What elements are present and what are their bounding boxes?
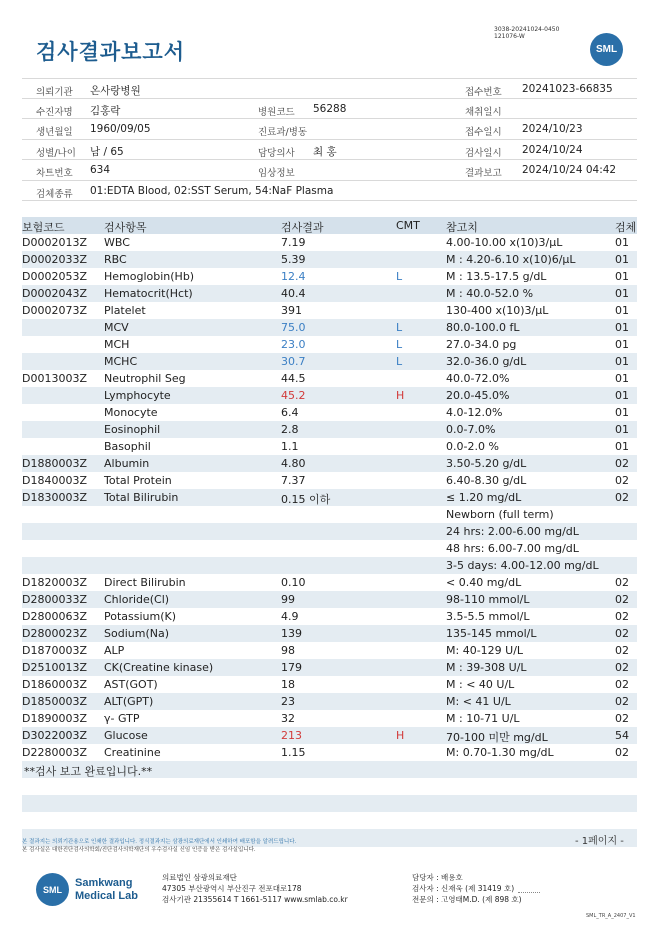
result-ref: 70-100 미만 mg/dL: [446, 730, 548, 744]
result-item: Total Bilirubin: [104, 490, 179, 504]
footer-logo: [36, 873, 138, 906]
result-row: [22, 659, 637, 676]
result-value: 7.37: [281, 473, 306, 487]
result-specimen: 01: [615, 388, 629, 402]
hospital-code-value: 56288: [313, 102, 347, 115]
result-ref: 6.40-8.30 g/dL: [446, 473, 527, 487]
result-flag: H: [396, 388, 405, 402]
results-header: [22, 217, 637, 234]
result-code: D1890003Z: [22, 711, 87, 725]
result-value: 1.15: [281, 745, 306, 759]
result-code: D1830003Z: [22, 490, 87, 504]
header-code: 보험코드: [22, 220, 65, 234]
result-item: Hemoglobin(Hb): [104, 269, 195, 283]
result-item: Direct Bilirubin: [104, 575, 186, 589]
result-item: ALT(GPT): [104, 694, 154, 708]
sex-age-value: 남 / 65: [90, 145, 124, 158]
result-code: D2510013Z: [22, 660, 87, 674]
result-row: [22, 387, 637, 404]
result-value: 391: [281, 303, 302, 317]
result-specimen: 02: [615, 609, 629, 623]
result-specimen: 54: [615, 728, 629, 742]
result-value: 5.39: [281, 252, 306, 266]
result-code: D0002013Z: [22, 235, 87, 249]
result-item: MCV: [104, 320, 129, 334]
result-item: Chloride(Cl): [104, 592, 170, 606]
result-code: D1860003Z: [22, 677, 87, 691]
dept-label: 진료과/병동: [258, 127, 308, 138]
result-row: [22, 302, 637, 319]
result-specimen: 01: [615, 252, 629, 266]
result-flag: L: [396, 354, 403, 368]
result-row: [22, 438, 637, 455]
result-specimen: 02: [615, 626, 629, 640]
result-item: γ- GTP: [104, 711, 140, 725]
result-item: Monocyte: [104, 405, 158, 419]
result-row: [22, 608, 637, 625]
completion-row: [22, 761, 637, 778]
header-cmt: CMT: [396, 218, 420, 232]
result-ref: M : 13.5-17.5 g/dL: [446, 269, 547, 283]
note-line: 본 검사실은 대한진단검사의학회/진단검사의학재단의 우수검사실 신임 인증을 받은 검사실입니다.: [22, 847, 256, 853]
result-specimen: 02: [615, 643, 629, 657]
result-flag: L: [396, 337, 403, 351]
result-ref: 3.5-5.5 mmol/L: [446, 609, 530, 623]
result-ref: M : 10-71 U/L: [446, 711, 520, 725]
result-code: D0002073Z: [22, 303, 87, 317]
result-value: 32: [281, 711, 295, 725]
result-value: 75.0: [281, 320, 306, 334]
reception-no-value: 20241023-66835: [522, 83, 613, 95]
result-specimen: 02: [615, 456, 629, 470]
patient-info-table: [22, 78, 637, 201]
result-code: D2800023Z: [22, 626, 87, 640]
result-code: D1880003Z: [22, 456, 87, 470]
result-specimen: 02: [615, 677, 629, 691]
chart-value: 634: [90, 164, 111, 176]
doctor-value: 최 홍: [313, 145, 337, 158]
result-specimen: 02: [615, 694, 629, 708]
blank-band: [22, 795, 637, 812]
result-row: [22, 744, 637, 761]
result-value: 98: [281, 643, 295, 657]
result-value: 44.5: [281, 371, 306, 385]
reception-no-label: 접수번호: [465, 87, 502, 98]
note-line: 본 결과지는 의뢰기관용으로 인쇄한 결과입니다. 정식결과지는 삼광의료재단에서 인쇄하여 배포함을 알려드립니다.: [22, 839, 297, 845]
result-ref: 135-145 mmol/L: [446, 626, 537, 640]
result-row: [22, 455, 637, 472]
result-code: D0013003Z: [22, 371, 87, 385]
result-row: [22, 404, 637, 421]
institution-value: 온사랑병원: [90, 85, 141, 97]
reception-date-value: 2024/10/23: [522, 123, 583, 135]
result-row: [22, 336, 637, 353]
result-row: [22, 591, 637, 608]
result-specimen: 01: [615, 405, 629, 419]
result-ref: Newborn (full term): [446, 507, 554, 521]
test-date-value: 2024/10/24: [522, 143, 583, 156]
result-row: [22, 710, 637, 727]
result-row: [22, 370, 637, 387]
result-code: D1840003Z: [22, 473, 87, 487]
result-value: 2.8: [281, 422, 299, 436]
result-specimen: 01: [615, 320, 629, 334]
staff-info: [412, 872, 540, 905]
result-row: [22, 540, 637, 557]
result-specimen: 01: [615, 269, 629, 283]
result-code: D0002043Z: [22, 286, 87, 300]
result-code: D1850003Z: [22, 694, 87, 708]
info-row: [22, 160, 637, 181]
info-row: [22, 181, 637, 202]
result-row: [22, 676, 637, 693]
result-row: [22, 557, 637, 574]
reception-date-label: 접수일시: [465, 127, 502, 138]
result-item: Hematocrit(Hct): [104, 286, 193, 300]
result-value: 0.10: [281, 575, 306, 589]
result-value: 12.4: [281, 269, 306, 283]
result-value: 6.4: [281, 405, 299, 419]
birth-value: 1960/09/05: [90, 123, 151, 135]
info-row: [22, 140, 637, 161]
organization-info: 의료법인 삼광의료재단 47305 부산광역시 부산진구 전포대로178 검사기관 21355614 T 1661-5117 www.smlab.co.kr: [162, 873, 348, 904]
result-item: RBC: [104, 252, 127, 266]
result-row: [22, 268, 637, 285]
result-ref: 4.0-12.0%: [446, 405, 503, 419]
result-ref: 0.0-2.0 %: [446, 439, 499, 453]
institution-label: 의뢰기관: [36, 87, 73, 98]
specimen-label: 검체종류: [36, 188, 73, 200]
result-item: Neutrophil Seg: [104, 371, 186, 385]
result-flag: H: [396, 728, 405, 742]
patient-value: 김홍락: [90, 104, 121, 117]
collection-label: 채취일시: [465, 106, 502, 118]
result-value: 139: [281, 626, 302, 640]
result-row: [22, 353, 637, 370]
chart-label: 차트번호: [36, 168, 73, 179]
result-value: 23: [281, 694, 295, 708]
result-ref: M : < 40 U/L: [446, 677, 515, 691]
footer-logo-circle: SML: [36, 873, 69, 906]
result-specimen: 02: [615, 575, 629, 589]
doctor-label: 담당의사: [258, 147, 295, 159]
result-flag: L: [396, 320, 403, 334]
info-row: [22, 119, 637, 140]
info-row: [22, 99, 637, 120]
result-ref: M: 0.70-1.30 mg/dL: [446, 745, 554, 759]
patient-label: 수진자명: [36, 106, 73, 118]
result-specimen: 01: [615, 371, 629, 385]
result-ref: < 0.40 mg/dL: [446, 575, 522, 589]
result-specimen: 02: [615, 711, 629, 725]
result-code: D0002053Z: [22, 269, 87, 283]
result-item: MCH: [104, 337, 130, 351]
document-id: 3038-20241024-0450 121076-W: [494, 26, 560, 40]
signature: [518, 885, 540, 893]
report-notes: [22, 838, 637, 854]
result-specimen: 01: [615, 422, 629, 436]
result-value: 30.7: [281, 354, 306, 368]
result-item: Eosinophil: [104, 422, 161, 436]
report-value: 2024/10/24 04:42: [522, 164, 617, 176]
result-item: Sodium(Na): [104, 626, 169, 640]
clinical-label: 임상정보: [258, 168, 295, 179]
result-item: Glucose: [104, 728, 148, 742]
result-row: [22, 489, 637, 506]
result-item: Basophil: [104, 439, 151, 453]
result-ref: 40.0-72.0%: [446, 371, 510, 385]
header-item: 검사항목: [104, 220, 147, 234]
result-item: Creatinine: [104, 745, 161, 759]
result-code: D1870003Z: [22, 643, 87, 657]
sex-age-label: 성별/나이: [36, 147, 76, 159]
result-row: [22, 506, 637, 523]
form-code: SML_TR_A_2407_V1: [586, 913, 636, 919]
result-code: D2800063Z: [22, 609, 87, 623]
result-ref: M : 40.0-52.0 %: [446, 286, 534, 300]
result-ref: 32.0-36.0 g/dL: [446, 354, 527, 368]
result-specimen: 02: [615, 745, 629, 759]
result-ref: 20.0-45.0%: [446, 388, 510, 402]
result-code: D3022003Z: [22, 728, 87, 742]
result-row: [22, 234, 637, 251]
staff-tester: 검사자 : 신재욱 (제 31419 호): [412, 883, 540, 894]
header-value: 검사결과: [281, 220, 324, 234]
completion-note: **검사 보고 완료입니다.**: [24, 764, 153, 778]
result-ref: M: < 41 U/L: [446, 694, 511, 708]
result-row: [22, 319, 637, 336]
result-specimen: 02: [615, 660, 629, 674]
result-specimen: 01: [615, 354, 629, 368]
result-flag: L: [396, 269, 403, 283]
result-ref: 98-110 mmol/L: [446, 592, 530, 606]
result-specimen: 01: [615, 337, 629, 351]
result-value: 45.2: [281, 388, 306, 402]
result-value: 7.19: [281, 235, 306, 249]
staff-specialist: 전문의 : 고영태M.D. (제 898 호): [412, 895, 522, 904]
result-ref: 27.0-34.0 pg: [446, 337, 517, 351]
page-number: - 1페이지 -: [575, 836, 624, 847]
result-ref: M: 40-129 U/L: [446, 643, 524, 657]
header-specimen: 검체: [615, 220, 637, 234]
result-specimen: 02: [615, 473, 629, 487]
report-label: 결과보고: [465, 168, 502, 179]
result-specimen: 01: [615, 303, 629, 317]
result-value: 213: [281, 728, 302, 742]
result-row: [22, 574, 637, 591]
result-row: [22, 251, 637, 268]
result-value: 4.80: [281, 456, 306, 470]
result-row: [22, 421, 637, 438]
result-value: 4.9: [281, 609, 299, 623]
result-specimen: 01: [615, 286, 629, 300]
test-date-label: 검사일시: [465, 147, 502, 159]
result-ref: 4.00-10.00 x(10)3/μL: [446, 235, 563, 249]
result-item: Platelet: [104, 303, 146, 317]
result-code: D2280003Z: [22, 745, 87, 759]
result-row: [22, 642, 637, 659]
result-row: [22, 727, 637, 744]
result-row: [22, 285, 637, 302]
result-item: CK(Creatine kinase): [104, 660, 214, 674]
result-item: WBC: [104, 235, 130, 249]
result-ref: M : 39-308 U/L: [446, 660, 527, 674]
result-item: Potassium(K): [104, 609, 177, 623]
result-row: [22, 523, 637, 540]
info-row: [22, 78, 637, 99]
result-specimen: 02: [615, 592, 629, 606]
result-value: 23.0: [281, 337, 306, 351]
result-value: 1.1: [281, 439, 299, 453]
result-code: D1820003Z: [22, 575, 87, 589]
result-row: [22, 693, 637, 710]
result-ref: 80.0-100.0 fL: [446, 320, 520, 334]
result-ref: 130-400 x(10)3/μL: [446, 303, 549, 317]
specimen-value: 01:EDTA Blood, 02:SST Serum, 54:NaF Plasma: [90, 184, 334, 197]
result-item: Lymphocyte: [104, 388, 171, 402]
footer-logo-text: Samkwang Medical Lab: [75, 876, 138, 902]
sml-logo: SML: [590, 33, 623, 66]
birth-label: 생년월일: [36, 127, 73, 138]
result-ref: ≤ 1.20 mg/dL: [446, 490, 522, 504]
result-row: [22, 472, 637, 489]
result-value: 0.15 이하: [281, 492, 331, 506]
result-code: D0002033Z: [22, 252, 87, 266]
result-code: D2800033Z: [22, 592, 87, 606]
result-ref: M : 4.20-6.10 x(10)6/μL: [446, 252, 576, 266]
result-row: [22, 625, 637, 642]
result-ref: 3-5 days: 4.00-12.00 mg/dL: [446, 558, 599, 572]
result-value: 99: [281, 592, 295, 606]
result-ref: 3.50-5.20 g/dL: [446, 456, 527, 470]
result-item: AST(GOT): [104, 677, 158, 691]
result-specimen: 01: [615, 439, 629, 453]
result-ref: 0.0-7.0%: [446, 422, 496, 436]
page-title: 검사결과보고서: [36, 40, 186, 64]
result-item: Albumin: [104, 456, 150, 470]
result-ref: 24 hrs: 2.00-6.00 mg/dL: [446, 524, 579, 538]
result-specimen: 01: [615, 235, 629, 249]
result-item: ALP: [104, 643, 125, 657]
result-value: 179: [281, 660, 302, 674]
result-item: Total Protein: [104, 473, 172, 487]
staff-manager: 담당자 : 배용호: [412, 873, 463, 882]
hospital-code-label: 병원코드: [258, 106, 295, 118]
result-ref: 48 hrs: 6.00-7.00 mg/dL: [446, 541, 579, 555]
result-specimen: 02: [615, 490, 629, 504]
header-ref: 참고치: [446, 220, 478, 234]
result-value: 18: [281, 677, 295, 691]
results-table: [22, 217, 637, 778]
result-value: 40.4: [281, 286, 306, 300]
result-item: MCHC: [104, 354, 138, 368]
